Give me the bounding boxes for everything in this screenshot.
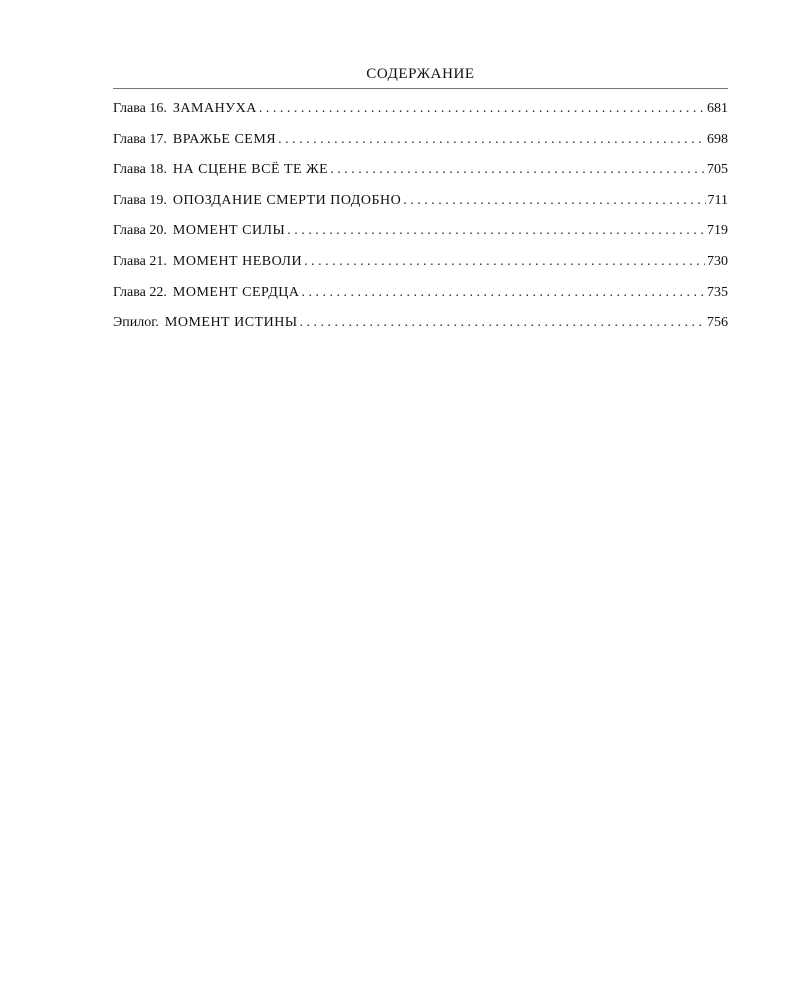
toc-entry <box>113 162 728 193</box>
toc-entry-page: 705 <box>707 162 728 178</box>
toc-entry-prefix: Глава 16. <box>113 101 167 116</box>
toc-entry <box>113 101 728 132</box>
toc-entry <box>113 223 728 254</box>
document-page <box>113 66 728 346</box>
toc-entry-title: МОМЕНТ СИЛЫ <box>172 223 286 239</box>
toc-entry-page: 681 <box>707 101 728 116</box>
toc-dot-leader <box>302 285 705 301</box>
toc-entry-prefix: Глава 17. <box>113 131 167 147</box>
table-of-contents <box>113 101 728 346</box>
toc-entry-title: МОМЕНТ СЕРДЦА <box>172 284 300 300</box>
toc-entry-page: 756 <box>707 315 728 331</box>
toc-entry <box>113 132 728 163</box>
toc-entry-title: МОМЕНТ НЕВОЛИ <box>172 253 303 269</box>
toc-entry-prefix: Глава 22. <box>113 284 167 300</box>
toc-entry-page: 719 <box>707 223 728 239</box>
toc-entry-prefix: Глава 19. <box>113 192 167 208</box>
toc-entry <box>113 285 728 316</box>
toc-entry-prefix: Глава 20. <box>113 223 167 239</box>
toc-entry-page: 698 <box>707 131 728 147</box>
toc-dot-leader <box>403 193 705 209</box>
toc-dot-leader <box>278 132 705 148</box>
toc-entry-title: ВРАЖЬЕ СЕМЯ <box>172 131 277 147</box>
toc-entry-page: 711 <box>707 192 728 208</box>
toc-entry <box>113 315 728 346</box>
toc-entry-prefix: Эпилог. <box>113 315 159 331</box>
toc-entry-prefix: Глава 21. <box>113 253 167 269</box>
toc-dot-leader <box>304 254 705 270</box>
page-title: СОДЕРЖАНИЕ <box>113 66 728 89</box>
toc-entry-title: МОМЕНТ ИСТИНЫ <box>164 315 298 331</box>
toc-dot-leader <box>287 223 705 239</box>
toc-dot-leader <box>259 101 705 117</box>
toc-entry <box>113 193 728 224</box>
toc-entry-title: ЗАМАНУХА <box>172 101 257 116</box>
toc-entry-title: НА СЦЕНЕ ВСЁ ТЕ ЖЕ <box>172 162 329 178</box>
toc-entry-prefix: Глава 18. <box>113 162 167 178</box>
toc-entry <box>113 254 728 285</box>
toc-dot-leader <box>330 162 705 178</box>
toc-entry-page: 730 <box>707 253 728 269</box>
toc-dot-leader <box>300 315 705 331</box>
toc-entry-title: ОПОЗДАНИЕ СМЕРТИ ПОДОБНО <box>172 192 402 208</box>
toc-entry-page: 735 <box>707 284 728 300</box>
